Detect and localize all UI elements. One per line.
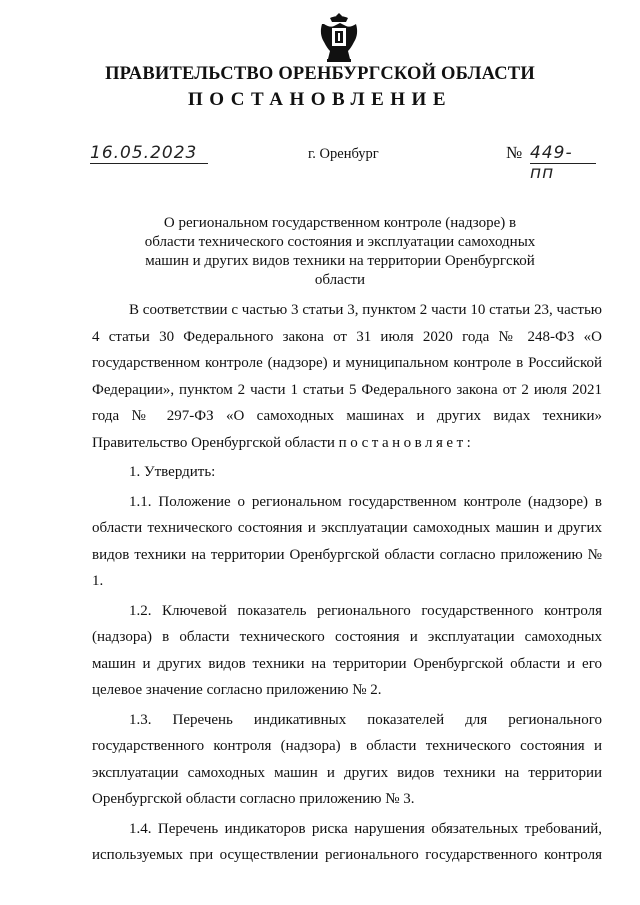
preamble-paragraph (92, 297, 602, 456)
document-type: ПОСТАНОВЛЕНИЕ (187, 89, 453, 110)
item-1-4: 1.4. Перечень индикаторов риска нарушения обязательных требований, используемых при осуществлении регионального государственного контроля (92, 820, 602, 863)
number-label: № (506, 143, 523, 162)
organization-name: ПРАВИТЕЛЬСТВО ОРЕНБУРГСКОЙ ОБЛАСТИ (105, 64, 535, 84)
document-title: О региональном государственном контроле (надзоре) в области технического состояния и эксплуатации самоходных машин и других видов техники на территории Оренбургской области (144, 215, 536, 288)
preamble-text: В соответствии с частью 3 статьи 3, пунктом 2 части 10 статьи 23, частью 4 статьи 30 Федерального закона от 31 июля 2020 года № 248-ФЗ «О государственном контроле (надзоре) и муниципальном контроле в Российской Федерации», пунктом 2 части 1 статьи 5 Федерального закона от 2 июля 2021 года № 297-ФЗ «О самоходных машинах и других видах техники» Правительство Оренбургской области (92, 302, 602, 451)
coat-of-arms-emblem (318, 12, 360, 64)
item-1: 1. Утвердить: (129, 464, 216, 480)
resolves-word: постановляет: (338, 434, 475, 451)
document-city: г. Оренбург (308, 146, 379, 162)
document-number: 449-пп (530, 143, 596, 164)
item-1-3: 1.3. Перечень индикативных показателей для регионального государственного контроля (надзора) в области технического состояния и эксплуатации самоходных машин и других видов техники на территории Оренбургской области согласно приложению № 3. (92, 711, 602, 807)
document-body (92, 297, 602, 869)
item-1-2: 1.2. Ключевой показатель регионального государственного контроля (надзора) в области технического состояния и эксплуатации самоходных машин и других видов техники на территории Оренбургской области и его целевое значение согласно приложению № 2. (92, 602, 602, 698)
item-1-1: 1.1. Положение о региональном государственном контроле (надзоре) в области технического состояния и эксплуатации самоходных машин и других видов техники на территории Оренбургской области согласно приложению № 1. (92, 493, 602, 589)
document-date: 16.05.2023 (90, 143, 208, 164)
